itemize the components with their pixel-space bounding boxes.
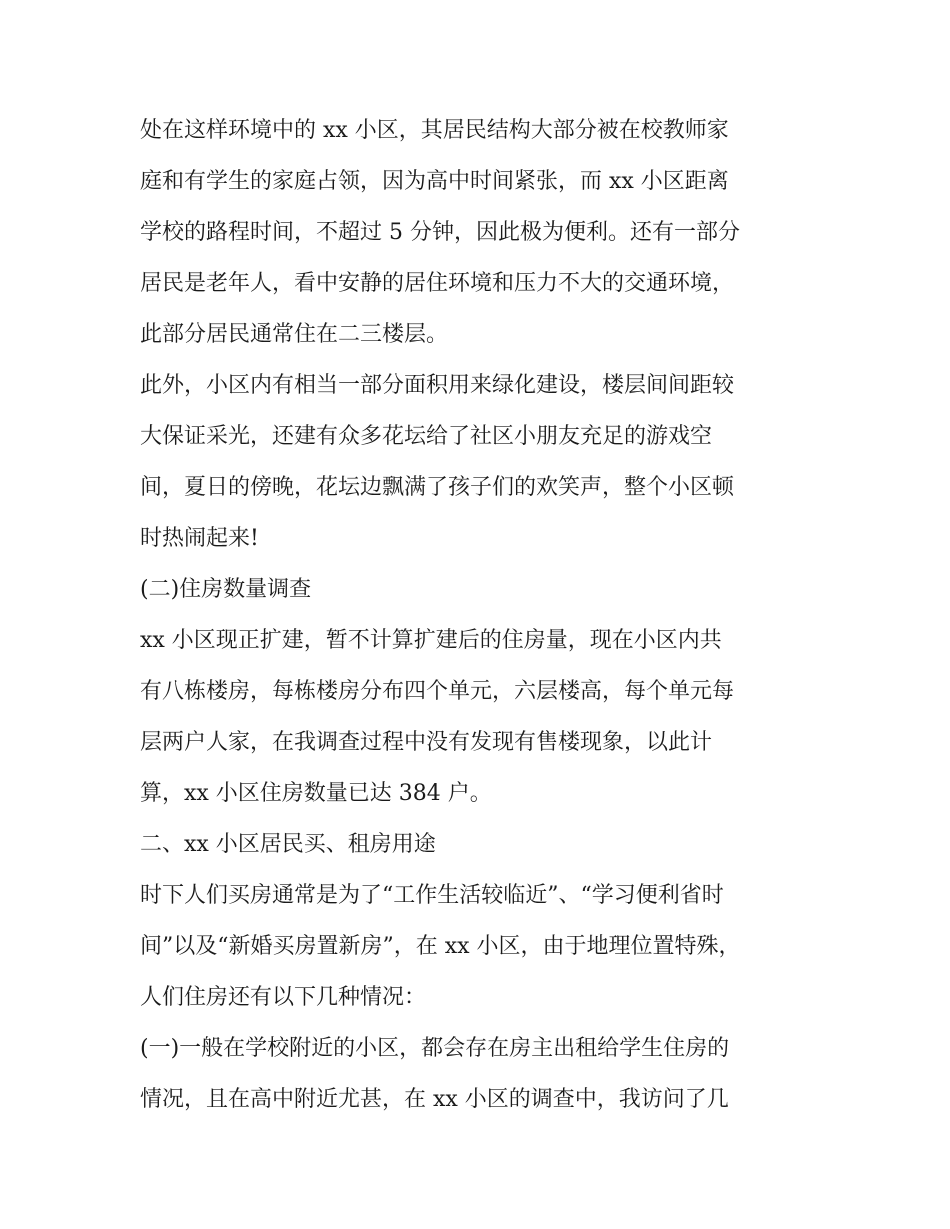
text-line: 大保证采光，还建有众多花坛给了社区小朋友充足的游戏空 xyxy=(140,424,713,449)
text-line: 时下人们买房通常是为了“工作生活较临近”、“学习便利省时 xyxy=(140,883,724,908)
text-line: 人们住房还有以下几种情况： xyxy=(140,985,427,1010)
document-page xyxy=(140,105,820,1125)
text-line: 此部分居民通常住在二三楼层。 xyxy=(140,322,449,347)
section-heading: (二)住房数量调查 xyxy=(140,577,312,602)
section-heading: 二、xx 小区居民买、租房用途 xyxy=(140,832,436,857)
text-line: 时热闹起来! xyxy=(140,526,259,551)
text-line: 此外，小区内有相当一部分面积用来绿化建设，楼层间间距较 xyxy=(140,373,735,398)
text-line: 居民是老年人，看中安静的居住环境和压力不大的交通环境， xyxy=(140,271,735,296)
text-line: 层两户人家，在我调查过程中没有发现有售楼现象，以此计 xyxy=(140,730,713,755)
text-line: 庭和有学生的家庭占领，因为高中时间紧张，而 xx 小区距离 xyxy=(140,169,729,194)
text-line: 间，夏日的傍晚，花坛边飘满了孩子们的欢笑声，整个小区顿 xyxy=(140,475,735,500)
text-line: 有八栋楼房，每栋楼房分布四个单元，六层楼高，每个单元每 xyxy=(140,679,735,704)
text-line: 处在这样环境中的 xx 小区，其居民结构大部分被在校教师家 xyxy=(140,118,729,143)
text-line: 学校的路程时间，不超过 5 分钟，因此极为便利。还有一部分 xyxy=(140,220,740,245)
text-line: (一)一般在学校附近的小区，都会存在房主出租给学生住房的 xyxy=(140,1036,730,1061)
text-line: 间”以及“新婚买房置新房”，在 xx 小区，由于地理位置特殊， xyxy=(140,934,741,959)
text-line: 情况，且在高中附近尤甚，在 xx 小区的调查中，我访问了几 xyxy=(140,1087,729,1112)
text-line: 算，xx 小区住房数量已达 384 户。 xyxy=(140,781,492,806)
text-line: xx 小区现正扩建，暂不计算扩建后的住房量，现在小区内共 xyxy=(140,628,722,653)
